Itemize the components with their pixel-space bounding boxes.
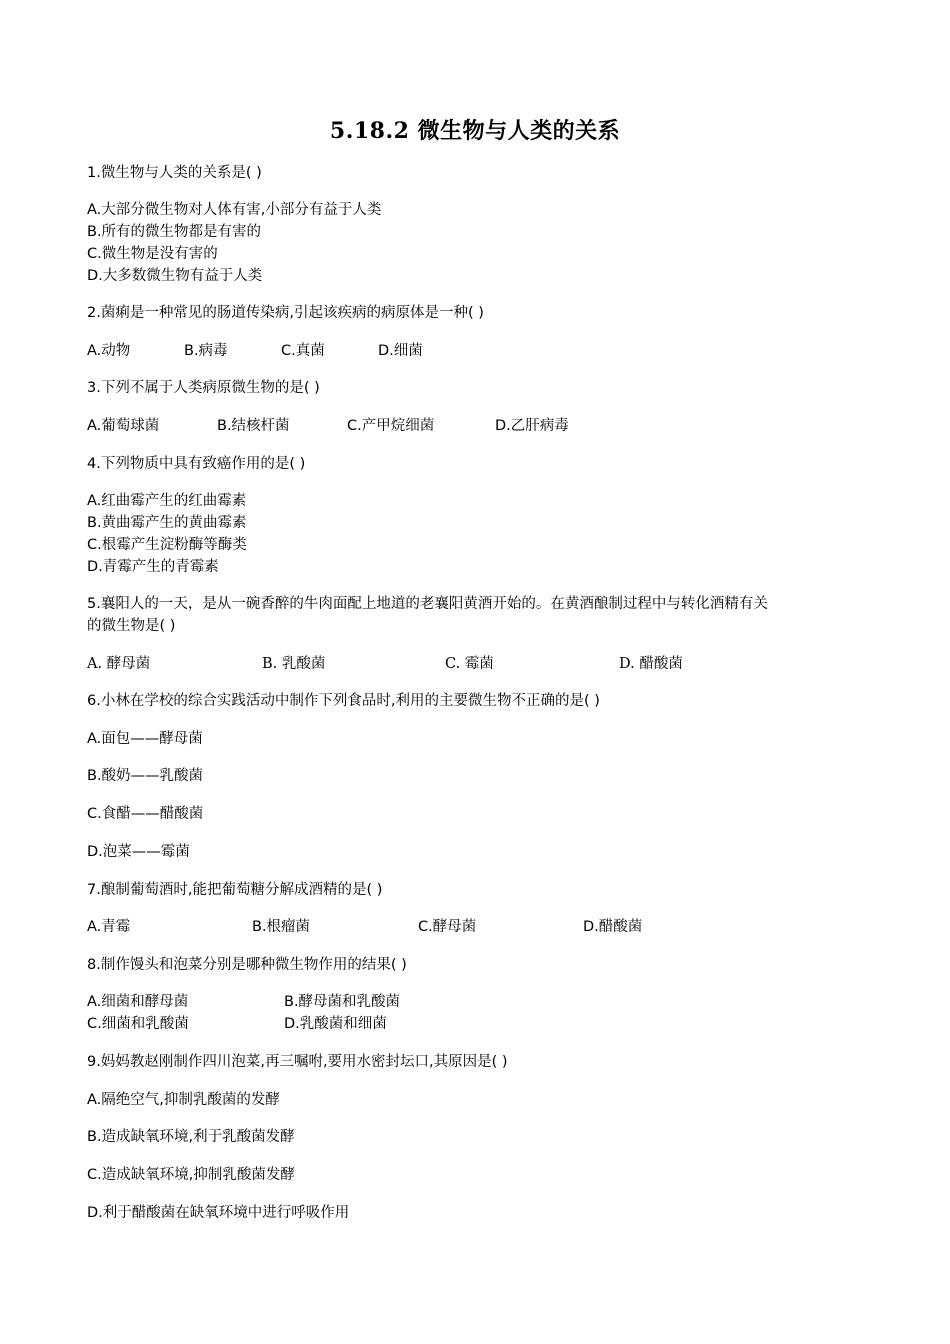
question-5-option-b: B. 乳酸菌 — [262, 656, 326, 672]
question-8-option-a: A.细菌和酵母菌 — [87, 994, 189, 1010]
question-9-option-c: C.造成缺氧环境,抑制乳酸菌发酵 — [87, 1167, 295, 1183]
question-1-option-a: A.大部分微生物对人体有害,小部分有益于人类 — [87, 202, 382, 218]
question-6-stem: 6.小林在学校的综合实践活动中制作下列食品时,利用的主要微生物不正确的是( ) — [87, 693, 600, 709]
question-3-option-a: A.葡萄球菌 — [87, 418, 160, 434]
page-title: 5.18.2 微生物与人类的关系 — [329, 118, 621, 144]
question-5-option-c: C. 霉菌 — [445, 656, 494, 672]
question-7-option-a: A.青霉 — [87, 919, 131, 935]
question-3-option-b: B.结核杆菌 — [217, 418, 290, 434]
question-2-option-a: A.动物 — [87, 343, 131, 359]
question-6-option-d: D.泡菜——霉菌 — [87, 844, 190, 860]
question-8-option-b: B.酵母菌和乳酸菌 — [284, 994, 401, 1010]
question-4-option-c: C.根霉产生淀粉酶等酶类 — [87, 537, 247, 553]
question-9-stem: 9.妈妈教赵刚制作四川泡菜,再三嘱咐,要用水密封坛口,其原因是( ) — [87, 1054, 508, 1070]
question-5-option-a: A. 酵母菌 — [87, 656, 151, 672]
question-2-option-d: D.细菌 — [378, 343, 423, 359]
question-1-option-c: C.微生物是没有害的 — [87, 246, 218, 262]
question-9-option-a: A.隔绝空气,抑制乳酸菌的发酵 — [87, 1092, 280, 1108]
question-2-option-c: C.真菌 — [281, 343, 325, 359]
question-2-option-b: B.病毒 — [184, 343, 228, 359]
question-8-option-c: C.细菌和乳酸菌 — [87, 1016, 189, 1032]
question-9-option-d: D.利于醋酸菌在缺氧环境中进行呼吸作用 — [87, 1205, 350, 1221]
question-3-stem: 3.下列不属于人类病原微生物的是( ) — [87, 380, 320, 396]
question-3-option-d: D.乙肝病毒 — [495, 418, 569, 434]
question-7-stem: 7.酿制葡萄酒时,能把葡萄糖分解成酒精的是( ) — [87, 882, 383, 898]
question-4-option-a: A.红曲霉产生的红曲霉素 — [87, 493, 247, 509]
question-3-option-c: C.产甲烷细菌 — [347, 418, 435, 434]
question-5-stem-line-2: 的微生物是( ) — [87, 618, 176, 634]
question-6-option-b: B.酸奶——乳酸菌 — [87, 768, 204, 784]
question-5-stem-line-1: 5.襄阳人的一天，是从一碗香醉的牛肉面配上地道的老襄阳黄酒开始的。在黄酒酿制过程中与转化酒精有关 — [87, 596, 768, 612]
question-7-option-c: C.酵母菌 — [418, 919, 477, 935]
question-2-stem: 2.菌痢是一种常见的肠道传染病,引起该疾病的病原体是一种( ) — [87, 305, 484, 321]
question-1-option-b: B.所有的微生物都是有害的 — [87, 224, 262, 240]
question-4-stem: 4.下列物质中具有致癌作用的是( ) — [87, 456, 306, 472]
question-4-option-d: D.青霉产生的青霉素 — [87, 559, 219, 575]
question-9-option-b: B.造成缺氧环境,利于乳酸菌发酵 — [87, 1129, 295, 1145]
question-8-option-d: D.乳酸菌和细菌 — [284, 1016, 387, 1032]
question-4-option-b: B.黄曲霉产生的黄曲霉素 — [87, 515, 247, 531]
question-8-stem: 8.制作馒头和泡菜分别是哪种微生物作用的结果( ) — [87, 957, 407, 973]
question-1-stem: 1.微生物与人类的关系是( ) — [87, 165, 262, 181]
question-6-option-c: C.食醋——醋酸菌 — [87, 806, 204, 822]
question-7-option-d: D.醋酸菌 — [583, 919, 643, 935]
question-5-option-d: D. 醋酸菌 — [619, 656, 683, 672]
question-7-option-b: B.根瘤菌 — [252, 919, 311, 935]
question-1-option-d: D.大多数微生物有益于人类 — [87, 268, 263, 284]
question-6-option-a: A.面包——酵母菌 — [87, 731, 203, 747]
